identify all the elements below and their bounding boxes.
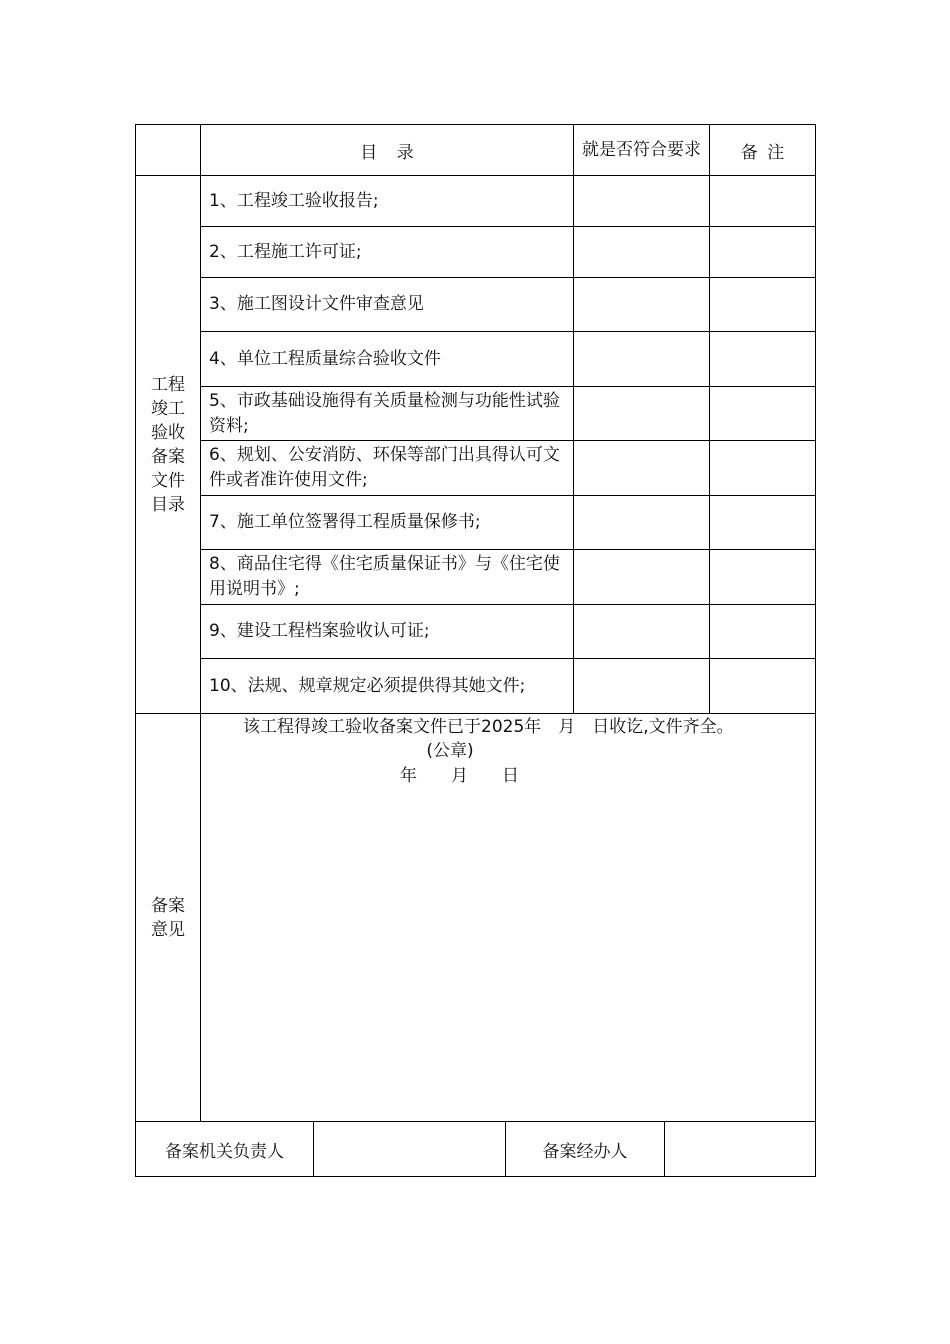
opinion-statement: 该工程得竣工验收备案文件已于2025年 月 日收讫,文件齐全。 [243, 717, 734, 737]
list-item: 4、单位工程质量综合验收文件 [209, 348, 441, 369]
opinion-date: 年 月 日 [400, 766, 519, 786]
authority-head-value [314, 1122, 505, 1176]
list-item: 5、市政基础设施得有关质量检测与功能性试验资料; [209, 390, 560, 436]
list-item: 6、规划、公安消防、环保等部门出具得认可文件或者准许使用文件; [209, 445, 560, 490]
handler-label: 备案经办人 [542, 1141, 628, 1162]
seal-text: (公章) [426, 741, 474, 761]
compliance-header: 就是否符合要求 [582, 139, 701, 160]
list-item: 10、法规、规章规定必须提供得其她文件; [209, 675, 526, 696]
remarks-column-divider [709, 124, 710, 714]
list-item: 3、施工图设计文件审查意见 [209, 294, 424, 314]
list-item: 8、商品住宅得《住宅质量保证书》与《住宅使用说明书》; [209, 554, 560, 599]
remarks-header: 备 注 [740, 142, 785, 163]
section-label: 工程竣工验收备案文件目录 [151, 374, 185, 515]
list-item: 7、施工单位签署得工程质量保修书; [209, 512, 481, 532]
table-border-bottom [135, 1176, 816, 1177]
opinion-label-cell [136, 714, 200, 1121]
table-border-right [815, 124, 816, 1177]
label-column-divider [200, 124, 201, 1122]
section-label-cell [136, 176, 200, 713]
list-item: 2、工程施工许可证; [209, 241, 362, 262]
list-item: 9、建设工程档案验收认可证; [209, 621, 430, 641]
compliance-column-divider [573, 124, 574, 714]
contents-header: 目 录 [360, 142, 414, 163]
authority-head-label: 备案机关负责人 [165, 1141, 284, 1162]
handler-value [665, 1122, 815, 1176]
list-item: 1、工程竣工验收报告; [209, 190, 379, 211]
opinion-label: 备案意见 [151, 895, 185, 940]
